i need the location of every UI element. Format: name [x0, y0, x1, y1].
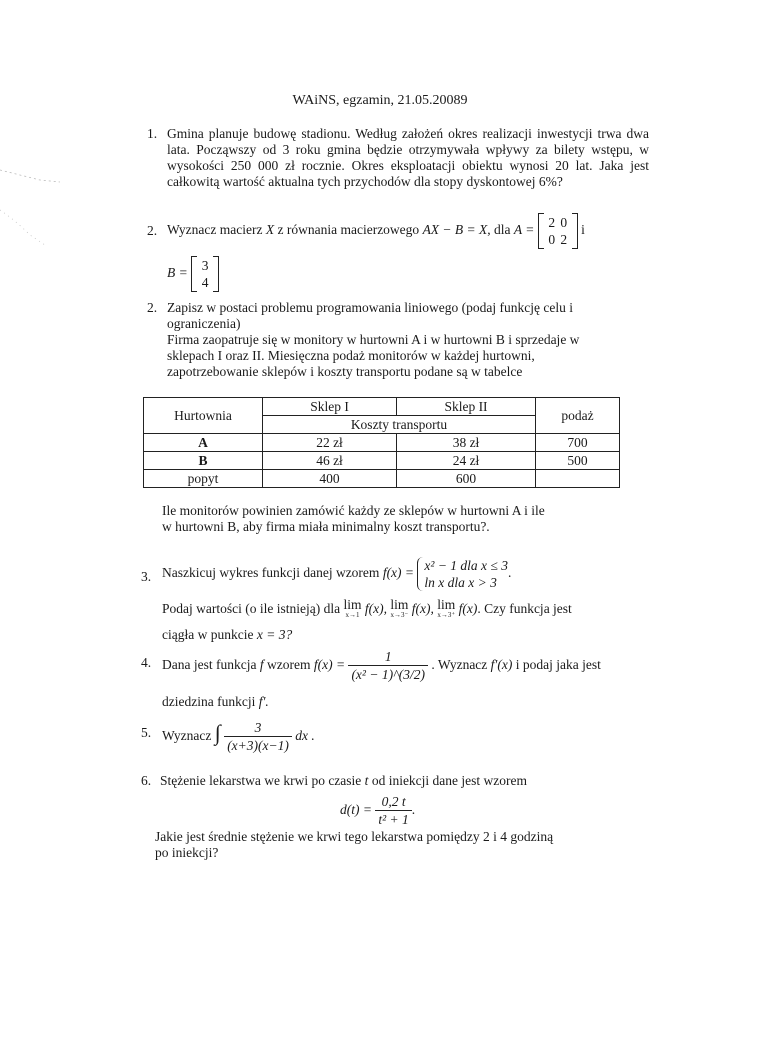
fraction	[348, 648, 428, 683]
fraction	[224, 719, 292, 754]
limit-2	[390, 597, 409, 620]
fraction-numerator: 1	[348, 648, 428, 666]
function-fx: f(x) =	[313, 657, 346, 672]
problem-3-line-5: zapotrzebowanie sklepów i koszty transportu podane są w tabelce	[167, 364, 523, 379]
table-cell: 24 zł	[397, 452, 536, 470]
fraction-denominator: (x+3)(x−1)	[227, 738, 289, 754]
function-f: f	[259, 657, 264, 672]
matrix-equation: AX − B = X	[422, 222, 488, 237]
function-f: f(x) =	[382, 565, 415, 580]
problem-4-l3: ciągła w punkcie	[162, 627, 254, 642]
fraction	[375, 793, 411, 828]
problem-3-line-4: sklepach I oraz II. Miesięczna podaż monitorów w każdej hurtowni,	[167, 348, 535, 363]
problem-2-text-c: , dla	[487, 222, 511, 237]
problem-7-l1-a: Stężenie lekarstwa we krwi po czasie	[160, 773, 362, 788]
problem-7-line-2: Jakie jest średnie stężenie we krwi tego lekarstwa pomiędzy 2 i 4 godziną	[155, 829, 554, 844]
matrix-b	[191, 256, 219, 292]
problem-3-line-2: ograniczenia)	[167, 316, 241, 331]
matrix-a	[538, 213, 578, 249]
problem-3-number: 2.	[147, 300, 158, 315]
fraction-numerator: 3	[224, 719, 292, 737]
table-header-sklep-1: Sklep I	[263, 398, 397, 416]
table-header-podaz: podaż	[536, 398, 620, 434]
problem-5-text-c: . Wyznacz	[431, 657, 488, 672]
table-subheader-koszty: Koszty transportu	[263, 416, 536, 434]
scan-noise	[0, 150, 60, 270]
problem-4-end: .	[507, 565, 512, 580]
table-cell: B	[144, 452, 263, 470]
problem-6-text: Wyznacz	[162, 728, 212, 743]
matrix-b-2: 4	[201, 274, 209, 290]
problem-7-l1-b: od iniekcji dane jest wzorem	[371, 773, 528, 788]
problem-3-line-1: Zapisz w postaci problemu programowania liniowego (podaj funkcję celu i	[167, 300, 574, 315]
var-x: X	[265, 222, 275, 237]
problem-2-text-b: z równania macierzowego	[277, 222, 420, 237]
problem-5-line-1	[162, 645, 662, 685]
matrix-a-22: 2	[560, 231, 568, 247]
problem-5-text-b: wzorem	[266, 657, 311, 672]
piecewise-brace	[417, 557, 508, 591]
var-t: t	[364, 773, 369, 788]
problem-4-line-1	[162, 553, 662, 593]
problem-4-line-3	[162, 627, 292, 643]
problem-5-text-a: Dana jest funkcja	[162, 657, 257, 672]
problem-7-line-1	[160, 773, 660, 789]
table-cell: 38 zł	[397, 434, 536, 452]
lim-word: lim	[437, 597, 456, 612]
matrix-a-21: 0	[548, 231, 556, 247]
problem-7-formula	[340, 790, 415, 830]
problem-5-l2: dziedzina funkcji	[162, 694, 256, 709]
piecewise-case-1: x² − 1 dla x ≤ 3	[424, 557, 508, 573]
table-cell: A	[144, 434, 263, 452]
problem-3-line-3: Firma zaopatruje się w monitory w hurtowni A i w hurtowni B i sprzedaje w	[167, 332, 580, 347]
problem-3-question-2: w hurtowni B, aby firma miała minimalny koszt transportu?.	[162, 519, 490, 534]
problem-3-question	[162, 503, 652, 535]
problem-4-line-2	[162, 597, 662, 620]
problem-2-number: 2.	[147, 223, 158, 238]
table-header-hurtownia: Hurtownia	[144, 398, 263, 434]
problem-7-question	[155, 829, 655, 861]
table-cell: 400	[263, 470, 397, 488]
fraction-denominator: (x² − 1)^(3/2)	[351, 667, 426, 683]
problem-3-question-1: Ile monitorów powinien zamówić każdy ze sklepów w hurtowni A i ile	[162, 503, 545, 518]
matrix-b-line	[167, 253, 219, 293]
lim-fx: f(x)	[458, 601, 478, 617]
table-cell: popyt	[144, 470, 263, 488]
table-row	[144, 470, 620, 488]
formula-dt: d(t) =	[340, 802, 372, 817]
problem-4-text-a: Naszkicuj wykres funkcji danej wzorem	[162, 565, 380, 580]
integral-sign: ∫	[214, 720, 221, 745]
problem-4-number: 3.	[141, 569, 152, 584]
problem-4-l2-a: Podaj wartości (o ile istnieją) dla	[162, 601, 341, 617]
lim-word: lim	[390, 597, 409, 612]
fraction-numerator: 0,2 t	[375, 793, 411, 811]
table-cell	[536, 470, 620, 488]
problem-1-text: Gmina planuje budowę stadionu. Według założeń okres realizacji inwestycji trwa dwa lata. Począwszy od 3 roku gmina będzie otrzymywała wpływy za bilety wstępu, w wysokości 250 000 zł rocznie. Okres eksploatacji obiektu wynosi 20 lat. Jaka jest całkowitą wartość aktualna tych przychodów dla stopy dyskontowej 6%?	[167, 126, 649, 189]
dx: dx .	[295, 728, 315, 743]
table-header-row	[144, 398, 620, 416]
lim-sub: x→1	[345, 611, 360, 619]
table-cell: 500	[536, 452, 620, 470]
problem-2-and: i	[581, 222, 585, 237]
formula-dot: .	[411, 802, 416, 817]
problem-7-number: 6.	[141, 773, 152, 788]
table-cell: 46 zł	[263, 452, 397, 470]
problem-6-number: 5.	[141, 725, 152, 740]
matrix-a-label: A =	[513, 222, 535, 237]
table-cell: 700	[536, 434, 620, 452]
problem-2-line	[167, 210, 657, 250]
matrix-a-12: 0	[560, 214, 568, 230]
table-cell: 600	[397, 470, 536, 488]
table-row	[144, 452, 620, 470]
limit-3	[437, 597, 456, 620]
table-row	[144, 434, 620, 452]
matrix-b-label: B =	[167, 265, 188, 280]
problem-5-line-2	[162, 694, 269, 710]
problem-5-text-d: i podaj jaka jest	[515, 657, 601, 672]
transport-table	[143, 397, 620, 488]
matrix-a-11: 2	[548, 214, 556, 230]
problem-6-line	[162, 713, 315, 756]
lim-sub: x→3⁻	[390, 611, 409, 619]
page-header: WAiNS, egzamin, 21.05.20089	[292, 93, 468, 108]
problem-4-l3-x: x = 3?	[256, 627, 293, 642]
problem-7-line-3: po iniekcji?	[155, 845, 219, 860]
table-header-sklep-2: Sklep II	[397, 398, 536, 416]
table-cell: 22 zł	[263, 434, 397, 452]
lim-word: lim	[343, 597, 362, 612]
lim-sub: x→3⁺	[437, 611, 456, 619]
problem-3-text	[167, 300, 657, 380]
problem-5-l2-f: f′.	[258, 694, 269, 709]
derivative: f′(x)	[490, 657, 513, 672]
problem-4-l2-b: . Czy funkcja jest	[477, 601, 572, 617]
limit-1	[343, 597, 362, 620]
matrix-b-1: 3	[201, 257, 209, 273]
problem-5-number: 4.	[141, 655, 152, 670]
problem-1-number: 1.	[147, 126, 158, 141]
lim-fx: f(x),	[364, 601, 387, 617]
problem-2-text-a: Wyznacz macierz	[167, 222, 263, 237]
fraction-denominator: t² + 1	[378, 812, 409, 828]
piecewise-case-2: ln x dla x > 3	[424, 574, 497, 590]
lim-fx: f(x),	[411, 601, 434, 617]
